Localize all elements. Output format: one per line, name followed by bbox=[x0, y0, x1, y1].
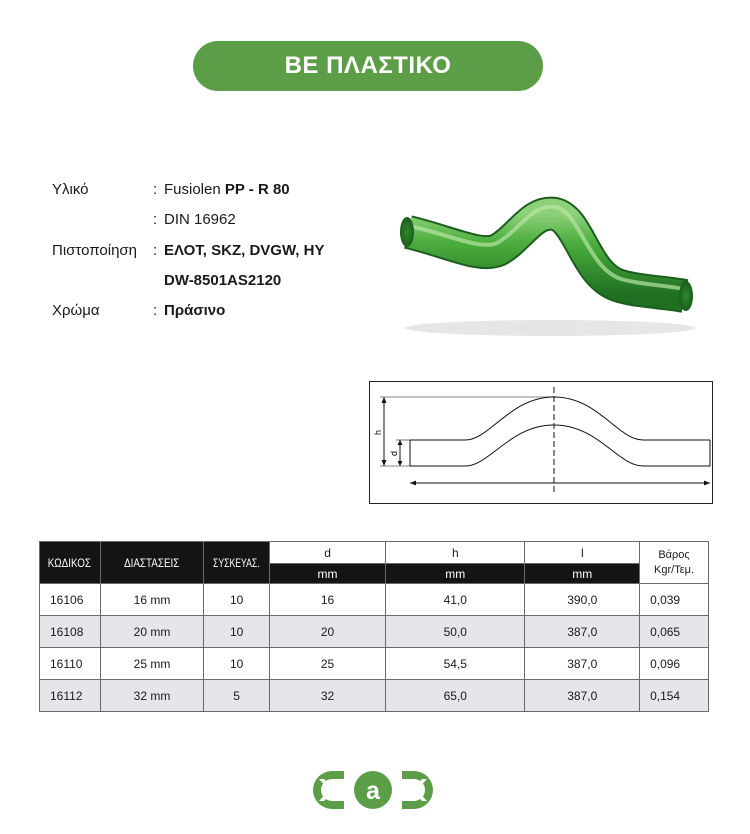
cell-weight: 0,096 bbox=[640, 648, 709, 680]
spec-colon: : bbox=[153, 301, 158, 319]
pipe-end-left bbox=[400, 217, 414, 247]
cell-h: 54,5 bbox=[386, 648, 525, 680]
table-row bbox=[40, 680, 709, 712]
page-title-text: BE ΠΛΑΣΤΙΚΟ bbox=[284, 52, 452, 79]
spec-value-bold: PP - R 80 bbox=[224, 180, 290, 198]
col-header-package: ΣΥΣΚΕΥΑΣ. bbox=[204, 542, 270, 584]
cell-h: 65,0 bbox=[386, 680, 525, 712]
spec-value bbox=[164, 181, 290, 198]
cell-d: 32 bbox=[269, 680, 385, 712]
spec-value-bold: DW-8501AS2120 bbox=[164, 271, 282, 289]
cell-l: 387,0 bbox=[525, 648, 640, 680]
cab-logo-icon bbox=[310, 769, 436, 811]
dim-label-h: h bbox=[373, 429, 383, 435]
cell-dims: 20 mm bbox=[100, 616, 204, 648]
spec-label: Χρώμα bbox=[52, 301, 100, 319]
col-header-dimensions: ΔΙΑΣΤΑΣΕΙΣ bbox=[100, 542, 204, 584]
pipe-end-right bbox=[679, 281, 693, 311]
spec-label: Υλικό bbox=[52, 180, 89, 198]
product-table bbox=[39, 541, 709, 712]
drawing-svg bbox=[370, 382, 712, 503]
cell-l: 390,0 bbox=[525, 584, 640, 616]
col-header-l: l bbox=[525, 542, 640, 564]
pipe-outline-outer bbox=[410, 397, 710, 440]
page-title bbox=[193, 41, 543, 91]
spec-value-bold: ΕΛΟΤ, SKZ, DVGW, HY bbox=[164, 241, 325, 259]
cell-dims: 25 mm bbox=[100, 648, 204, 680]
table-row bbox=[40, 648, 709, 680]
spec-value-bold: Πράσινο bbox=[164, 301, 226, 319]
spec-value bbox=[164, 272, 281, 289]
weight-label: Βάρος bbox=[658, 548, 690, 561]
svg-text:a: a bbox=[366, 777, 380, 805]
spec-value bbox=[164, 242, 324, 259]
cell-l: 387,0 bbox=[525, 680, 640, 712]
unit-d: mm bbox=[269, 564, 385, 584]
cell-pack: 10 bbox=[204, 584, 270, 616]
unit-l: mm bbox=[525, 564, 640, 584]
cell-dims: 16 mm bbox=[100, 584, 204, 616]
cell-d: 20 bbox=[269, 616, 385, 648]
cell-h: 41,0 bbox=[386, 584, 525, 616]
cell-pack: 5 bbox=[204, 680, 270, 712]
col-header-code: ΚΩΔΙΚΟΣ bbox=[40, 542, 101, 584]
table-row bbox=[40, 584, 709, 616]
spec-label: Πιστοποίηση bbox=[52, 241, 138, 259]
cell-weight: 0,154 bbox=[640, 680, 709, 712]
cell-pack: 10 bbox=[204, 616, 270, 648]
col-header-h: h bbox=[386, 542, 525, 564]
spec-value-plain: DIN 16962 bbox=[164, 210, 236, 228]
spec-value bbox=[164, 302, 225, 319]
weight-unit: Kgr/Τεμ. bbox=[654, 563, 695, 576]
cell-d: 16 bbox=[269, 584, 385, 616]
spec-value bbox=[164, 211, 236, 228]
col-header-d: d bbox=[269, 542, 385, 564]
cell-code: 16110 bbox=[40, 648, 101, 680]
table-row bbox=[40, 616, 709, 648]
cell-l: 387,0 bbox=[525, 616, 640, 648]
cell-code: 16112 bbox=[40, 680, 101, 712]
cell-weight: 0,065 bbox=[640, 616, 709, 648]
spec-colon: : bbox=[153, 241, 158, 259]
pipe-outline-inner bbox=[410, 425, 710, 466]
cell-weight: 0,039 bbox=[640, 584, 709, 616]
technical-drawing bbox=[369, 381, 713, 504]
cell-dims: 32 mm bbox=[100, 680, 204, 712]
spec-value-plain: Fusiolen bbox=[164, 180, 225, 198]
cell-h: 50,0 bbox=[386, 616, 525, 648]
dim-label-d: d bbox=[389, 450, 399, 456]
product-photo bbox=[380, 180, 710, 340]
cell-code: 16106 bbox=[40, 584, 101, 616]
spec-colon: : bbox=[153, 180, 158, 198]
unit-h: mm bbox=[386, 564, 525, 584]
cell-d: 25 bbox=[269, 648, 385, 680]
cell-code: 16108 bbox=[40, 616, 101, 648]
spec-colon: : bbox=[153, 210, 158, 228]
cell-pack: 10 bbox=[204, 648, 270, 680]
col-header-weight bbox=[640, 542, 709, 584]
